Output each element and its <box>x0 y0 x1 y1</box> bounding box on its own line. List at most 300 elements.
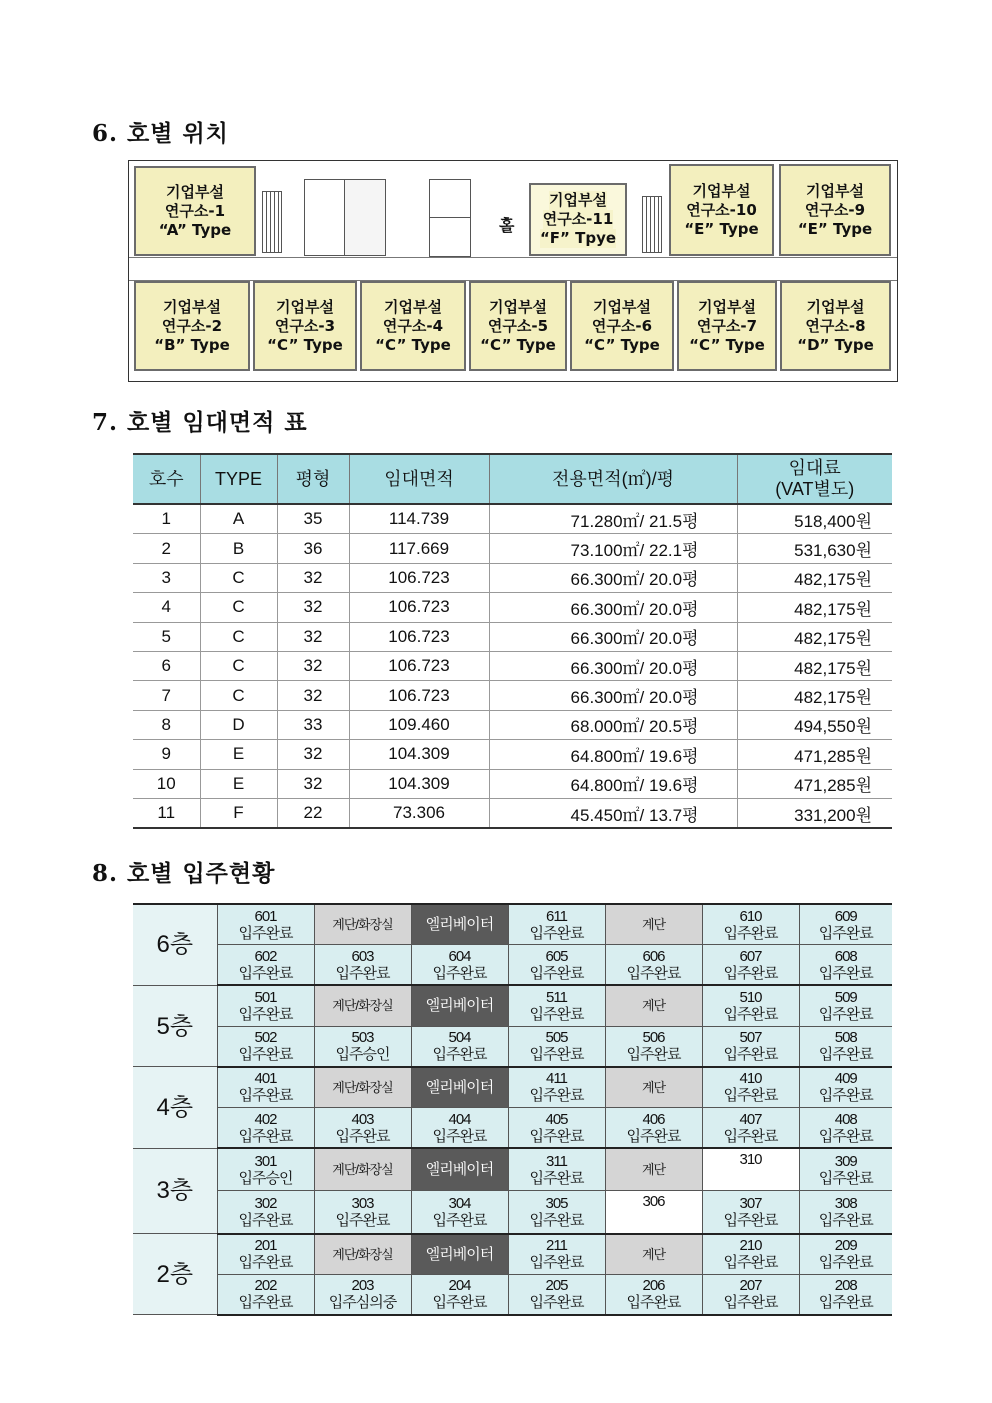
room-6 <box>570 281 674 371</box>
cell-type: E <box>200 740 277 769</box>
room-2 <box>134 281 250 371</box>
stairs-restroom-cell: 계단/화장실 <box>314 1148 411 1191</box>
unit-cell <box>702 985 799 1026</box>
unit-number: 305 <box>545 1194 568 1212</box>
unit-cell <box>605 1026 702 1067</box>
unit-number: 310 <box>739 1151 762 1169</box>
elevator-cell: 엘리베이터 <box>411 1067 508 1108</box>
unit-status: 입주완료 <box>238 1127 293 1145</box>
unit-number: 410 <box>739 1070 762 1088</box>
unit-cell <box>702 1191 799 1234</box>
unit-number: 409 <box>834 1070 857 1088</box>
cell-type: C <box>200 651 277 680</box>
unit-status: 입주완료 <box>818 1294 873 1312</box>
room-type: “C” Type <box>375 335 451 354</box>
unit-number: 211 <box>546 1237 567 1255</box>
unit-status: 입주완료 <box>818 1254 873 1272</box>
cell-rental-area: 73.306 <box>349 798 489 828</box>
unit-cell <box>314 1107 411 1148</box>
unit-number: 608 <box>834 947 857 965</box>
room-3 <box>253 281 357 371</box>
cell-unit: 5 <box>133 622 200 651</box>
unit-number: 306 <box>642 1193 665 1211</box>
cell-rent: 482,175원 <box>737 622 892 651</box>
unit-status: 입주완료 <box>432 964 487 982</box>
rental-area-table <box>133 453 892 829</box>
cell-unit: 9 <box>133 740 200 769</box>
cell-pyeong: 33 <box>277 710 349 739</box>
unit-cell <box>411 1026 508 1067</box>
cell-pyeong: 32 <box>277 593 349 622</box>
cell-type: B <box>200 534 277 563</box>
unit-cell <box>605 1274 702 1315</box>
cell-rental-area: 114.739 <box>349 504 489 534</box>
cell-pyeong: 35 <box>277 504 349 534</box>
cell-unit: 11 <box>133 798 200 828</box>
unit-status: 입주완료 <box>529 1127 584 1145</box>
cell-pyeong: 32 <box>277 740 349 769</box>
unit-cell <box>508 1067 605 1108</box>
room-type: “F” Tpye <box>539 229 617 247</box>
room-label: 연구소-2 <box>161 316 223 335</box>
unit-cell <box>508 1026 605 1067</box>
unit-cell <box>314 1274 411 1315</box>
unit-cell <box>702 1274 799 1315</box>
cell-rent: 331,200원 <box>737 798 892 828</box>
unit-cell <box>508 1274 605 1315</box>
header-type: TYPE <box>200 454 277 504</box>
unit-number: 210 <box>739 1237 762 1255</box>
cell-rental-area: 106.723 <box>349 563 489 592</box>
table-row <box>133 798 892 828</box>
unit-status: 입주완료 <box>238 1211 293 1229</box>
room-7 <box>677 281 777 371</box>
room-label: 기업부설 <box>806 181 864 200</box>
unit-status: 입주완료 <box>335 964 390 982</box>
unit-number: 505 <box>545 1029 568 1047</box>
cell-exclusive-area: 73.100㎡/ 22.1평 <box>489 534 737 563</box>
unit-cell <box>508 945 605 986</box>
header-rent: 임대료 (VAT별도) <box>737 454 892 504</box>
floor-row-top <box>133 1234 892 1275</box>
floor-label: 4층 <box>133 1067 217 1148</box>
stairs-cell: 계단 <box>605 904 702 945</box>
header-pyeong: 평형 <box>277 454 349 504</box>
unit-status: 입주완료 <box>626 1294 681 1312</box>
unit-number: 402 <box>254 1110 277 1128</box>
unit-status: 입주완료 <box>723 1127 778 1145</box>
section-8-title: 8. 호별 입주현황 <box>92 860 276 887</box>
cell-type: C <box>200 622 277 651</box>
unit-number: 609 <box>834 907 857 925</box>
stairs-icon <box>642 196 662 253</box>
unit-status: 입주완료 <box>335 1211 390 1229</box>
table-row <box>133 563 892 592</box>
cell-rent: 482,175원 <box>737 563 892 592</box>
unit-status: 입주완료 <box>432 1211 487 1229</box>
unit-number: 209 <box>834 1237 857 1255</box>
unit-number: 307 <box>739 1194 762 1212</box>
unit-number: 406 <box>642 1110 665 1128</box>
cell-unit: 8 <box>133 710 200 739</box>
floor-row-bottom <box>133 945 892 986</box>
cell-rent: 471,285원 <box>737 740 892 769</box>
elevator-icon <box>429 179 471 219</box>
unit-status: 입주완료 <box>626 964 681 982</box>
elevator-cell: 엘리베이터 <box>411 904 508 945</box>
unit-cell <box>217 1107 314 1148</box>
room-type: “E” Type <box>797 219 873 238</box>
floor-row-top <box>133 904 892 945</box>
unit-status: 입주완료 <box>818 964 873 982</box>
unit-status: 입주완료 <box>529 1005 584 1023</box>
unit-status: 입주완료 <box>238 1005 293 1023</box>
unit-cell <box>217 1191 314 1234</box>
unit-number: 404 <box>448 1110 471 1128</box>
unit-number: 504 <box>448 1029 471 1047</box>
unit-number: 204 <box>448 1277 471 1295</box>
unit-cell <box>508 985 605 1026</box>
unit-number: 206 <box>642 1277 665 1295</box>
unit-status: 입주완료 <box>818 1169 873 1187</box>
unit-number: 202 <box>254 1277 277 1295</box>
unit-cell <box>411 945 508 986</box>
unit-number: 610 <box>739 907 762 925</box>
unit-number: 605 <box>545 947 568 965</box>
unit-cell <box>411 1274 508 1315</box>
cell-exclusive-area: 64.800㎡/ 19.6평 <box>489 740 737 769</box>
unit-cell <box>702 1026 799 1067</box>
room-label: 기업부설 <box>384 297 442 316</box>
cell-type: E <box>200 769 277 798</box>
cell-exclusive-area: 66.300㎡/ 20.0평 <box>489 563 737 592</box>
unit-number: 304 <box>448 1194 471 1212</box>
room-type: “C” Type <box>480 335 556 354</box>
cell-rental-area: 106.723 <box>349 651 489 680</box>
unit-number: 203 <box>351 1277 374 1295</box>
unit-cell <box>217 1274 314 1315</box>
unit-number: 208 <box>834 1277 857 1295</box>
unit-cell <box>702 1067 799 1108</box>
unit-status: 입주완료 <box>818 1005 873 1023</box>
unit-status: 입주완료 <box>818 924 873 942</box>
unit-status: 입주완료 <box>529 1169 584 1187</box>
unit-status: 입주완료 <box>238 1046 293 1064</box>
unit-status: 입주승인 <box>335 1046 390 1064</box>
section-6-title: 6. 호별 위치 <box>92 120 229 147</box>
unit-cell <box>314 1026 411 1067</box>
unit-cell <box>217 1148 314 1191</box>
unit-cell <box>702 904 799 945</box>
unit-status: 입주완료 <box>529 1211 584 1229</box>
unit-cell <box>508 1234 605 1275</box>
room-label: 기업부설 <box>692 181 751 200</box>
room-label: 기업부설 <box>593 297 651 316</box>
unit-status: 입주완료 <box>238 964 293 982</box>
table-row <box>133 710 892 739</box>
unit-number: 603 <box>351 947 374 965</box>
unit-cell <box>702 945 799 986</box>
cell-pyeong: 36 <box>277 534 349 563</box>
unit-cell <box>217 904 314 945</box>
table-row <box>133 534 892 563</box>
cell-exclusive-area: 66.300㎡/ 20.0평 <box>489 651 737 680</box>
unit-status: 입주완료 <box>529 1046 584 1064</box>
unit-cell <box>799 1148 892 1191</box>
cell-exclusive-area: 64.800㎡/ 19.6평 <box>489 769 737 798</box>
room-label: 연구소-4 <box>382 316 444 335</box>
restroom-area <box>344 179 386 256</box>
floor-row-bottom <box>133 1191 892 1234</box>
unit-status: 입주완료 <box>818 1087 873 1105</box>
room-10 <box>669 164 774 256</box>
table-row <box>133 740 892 769</box>
unit-status: 입주완료 <box>723 1087 778 1105</box>
unit-number: 301 <box>254 1152 277 1170</box>
unit-cell <box>799 1274 892 1315</box>
unit-number: 607 <box>739 947 762 965</box>
cell-pyeong: 32 <box>277 563 349 592</box>
unit-status: 입주완료 <box>432 1046 487 1064</box>
cell-type: F <box>200 798 277 828</box>
unit-cell <box>799 985 892 1026</box>
unit-number: 205 <box>545 1277 568 1295</box>
stairs-icon <box>262 191 282 253</box>
cell-rent: 471,285원 <box>737 769 892 798</box>
stairs-cell: 계단 <box>605 1148 702 1191</box>
unit-number: 401 <box>254 1070 277 1088</box>
unit-cell <box>799 1026 892 1067</box>
table-row <box>133 769 892 798</box>
unit-number: 508 <box>834 1029 857 1047</box>
cell-rent: 518,400원 <box>737 504 892 534</box>
unit-number: 510 <box>739 988 762 1006</box>
unit-cell <box>217 1067 314 1108</box>
stairs-restroom-cell: 계단/화장실 <box>314 1234 411 1275</box>
unit-number: 302 <box>254 1194 277 1212</box>
stairs-restroom-cell: 계단/화장실 <box>314 985 411 1026</box>
unit-number: 303 <box>351 1194 374 1212</box>
cell-pyeong: 32 <box>277 681 349 710</box>
unit-status: 입주완료 <box>723 1005 778 1023</box>
floor-plan <box>128 160 898 382</box>
unit-cell <box>702 1234 799 1275</box>
unit-status: 입주승인 <box>238 1169 293 1187</box>
cell-rental-area: 117.669 <box>349 534 489 563</box>
room-label: 기업부설 <box>549 191 607 209</box>
room-11 <box>529 183 627 256</box>
floor-row-bottom <box>133 1026 892 1067</box>
cell-pyeong: 32 <box>277 651 349 680</box>
unit-status: 입주완료 <box>335 1127 390 1145</box>
unit-number: 611 <box>546 907 567 925</box>
room-type: “B” Type <box>154 335 230 354</box>
unit-number: 604 <box>448 947 471 965</box>
cell-exclusive-area: 45.450㎡/ 13.7평 <box>489 798 737 828</box>
unit-cell <box>605 945 702 986</box>
cell-rental-area: 109.460 <box>349 710 489 739</box>
unit-cell <box>508 1148 605 1191</box>
unit-cell <box>702 1148 799 1191</box>
unit-status: 입주완료 <box>432 1294 487 1312</box>
unit-cell <box>217 1026 314 1067</box>
cell-unit: 7 <box>133 681 200 710</box>
unit-status: 입주완료 <box>238 1254 293 1272</box>
unit-number: 506 <box>642 1029 665 1047</box>
room-label: 연구소-9 <box>804 200 866 219</box>
elevator-cell: 엘리베이터 <box>411 1234 508 1275</box>
unit-cell <box>702 1107 799 1148</box>
header-unit: 호수 <box>133 454 200 504</box>
cell-exclusive-area: 71.280㎡/ 21.5평 <box>489 504 737 534</box>
unit-status: 입주완료 <box>529 1294 584 1312</box>
cell-unit: 2 <box>133 534 200 563</box>
floor-row-bottom <box>133 1107 892 1148</box>
unit-number: 403 <box>351 1110 374 1128</box>
unit-status: 입주완료 <box>529 964 584 982</box>
unit-number: 509 <box>834 988 857 1006</box>
room-type: “E” Type <box>684 219 759 238</box>
cell-pyeong: 22 <box>277 798 349 828</box>
unit-number: 407 <box>739 1110 762 1128</box>
elevator-icon <box>429 217 471 257</box>
unit-number: 411 <box>546 1070 567 1088</box>
cell-type: C <box>200 563 277 592</box>
room-label: 기업부설 <box>489 297 547 316</box>
cell-pyeong: 32 <box>277 769 349 798</box>
cell-exclusive-area: 68.000㎡/ 20.5평 <box>489 710 737 739</box>
unit-number: 511 <box>546 988 567 1006</box>
room-8 <box>780 281 891 371</box>
cell-rental-area: 106.723 <box>349 593 489 622</box>
unit-status: 입주완료 <box>818 1046 873 1064</box>
unit-cell <box>411 1107 508 1148</box>
floor-label: 5층 <box>133 985 217 1066</box>
unit-number: 503 <box>351 1029 374 1047</box>
header-rental-area: 임대면적 <box>349 454 489 504</box>
cell-unit: 4 <box>133 593 200 622</box>
room-label: 기업부설 <box>163 297 221 316</box>
unit-cell <box>799 1234 892 1275</box>
elevator-cell: 엘리베이터 <box>411 985 508 1026</box>
unit-status: 입주완료 <box>818 1211 873 1229</box>
unit-cell <box>799 945 892 986</box>
cell-unit: 6 <box>133 651 200 680</box>
unit-status: 입주완료 <box>238 1087 293 1105</box>
cell-type: D <box>200 710 277 739</box>
unit-status: 입주완료 <box>529 924 584 942</box>
stairs-cell: 계단 <box>605 1067 702 1108</box>
unit-cell <box>508 1191 605 1234</box>
room-type: “D” Type <box>797 335 874 354</box>
cell-rental-area: 104.309 <box>349 740 489 769</box>
room-label: 연구소-7 <box>696 316 758 335</box>
unit-number: 501 <box>254 988 277 1006</box>
room-label: 연구소-5 <box>487 316 549 335</box>
unit-status: 입주완료 <box>818 1127 873 1145</box>
stairs-cell: 계단 <box>605 1234 702 1275</box>
cell-rental-area: 104.309 <box>349 769 489 798</box>
corridor <box>129 257 897 281</box>
unit-status: 입주완료 <box>626 1127 681 1145</box>
unit-number: 507 <box>739 1029 762 1047</box>
room-label: 연구소-3 <box>274 316 336 335</box>
unit-cell <box>799 1191 892 1234</box>
unit-status: 입주완료 <box>723 1211 778 1229</box>
cell-exclusive-area: 66.300㎡/ 20.0평 <box>489 681 737 710</box>
unit-status: 입주완료 <box>238 924 293 942</box>
room-1 <box>134 166 256 256</box>
unit-cell <box>411 1191 508 1234</box>
room-label: 기업부설 <box>166 182 224 201</box>
cell-unit: 1 <box>133 504 200 534</box>
cell-unit: 10 <box>133 769 200 798</box>
room-type: “A” Type <box>158 220 232 239</box>
table-row <box>133 593 892 622</box>
room-label: 연구소-8 <box>805 316 866 335</box>
room-label: 연구소-10 <box>686 200 757 219</box>
unit-number: 606 <box>642 947 665 965</box>
room-5 <box>469 281 567 371</box>
header-exclusive-area: 전용면적(㎡)/평 <box>489 454 737 504</box>
table-row <box>133 651 892 680</box>
cell-rent: 494,550원 <box>737 710 892 739</box>
room-label: 기업부설 <box>276 297 334 316</box>
unit-status: 입주완료 <box>529 1254 584 1272</box>
room-label: 연구소-11 <box>542 210 614 228</box>
room-type: “C” Type <box>584 335 660 354</box>
cell-rent: 482,175원 <box>737 681 892 710</box>
unit-number: 201 <box>254 1237 277 1255</box>
unit-cell <box>605 1191 702 1234</box>
floor-label: 3층 <box>133 1148 217 1233</box>
unit-cell <box>217 945 314 986</box>
table-row <box>133 622 892 651</box>
unit-cell <box>217 985 314 1026</box>
unit-status: 입주완료 <box>238 1294 293 1312</box>
room-label: 기업부설 <box>806 297 865 316</box>
cell-type: A <box>200 504 277 534</box>
unit-number: 602 <box>254 947 277 965</box>
unit-number: 601 <box>254 907 277 925</box>
stairs-restroom-cell: 계단/화장실 <box>314 904 411 945</box>
cell-type: C <box>200 681 277 710</box>
unit-cell <box>799 1107 892 1148</box>
cell-rent: 531,630원 <box>737 534 892 563</box>
cell-rental-area: 106.723 <box>349 681 489 710</box>
unit-number: 207 <box>739 1277 762 1295</box>
cell-exclusive-area: 66.300㎡/ 20.0평 <box>489 593 737 622</box>
floor-label: 6층 <box>133 904 217 985</box>
floor-row-top <box>133 1067 892 1108</box>
cell-pyeong: 32 <box>277 622 349 651</box>
unit-number: 309 <box>834 1152 857 1170</box>
unit-number: 408 <box>834 1110 857 1128</box>
unit-cell <box>217 1234 314 1275</box>
elevator-cell: 엘리베이터 <box>411 1148 508 1191</box>
occupancy-table <box>133 903 892 1316</box>
room-label: 연구소-6 <box>591 316 653 335</box>
unit-status: 입주완료 <box>432 1127 487 1145</box>
unit-cell <box>799 904 892 945</box>
unit-cell <box>799 1067 892 1108</box>
unit-status: 입주완료 <box>626 1046 681 1064</box>
unit-cell <box>314 945 411 986</box>
cell-rent: 482,175원 <box>737 651 892 680</box>
floor-row-top <box>133 985 892 1026</box>
unit-cell <box>508 904 605 945</box>
floor-label: 2층 <box>133 1234 217 1315</box>
